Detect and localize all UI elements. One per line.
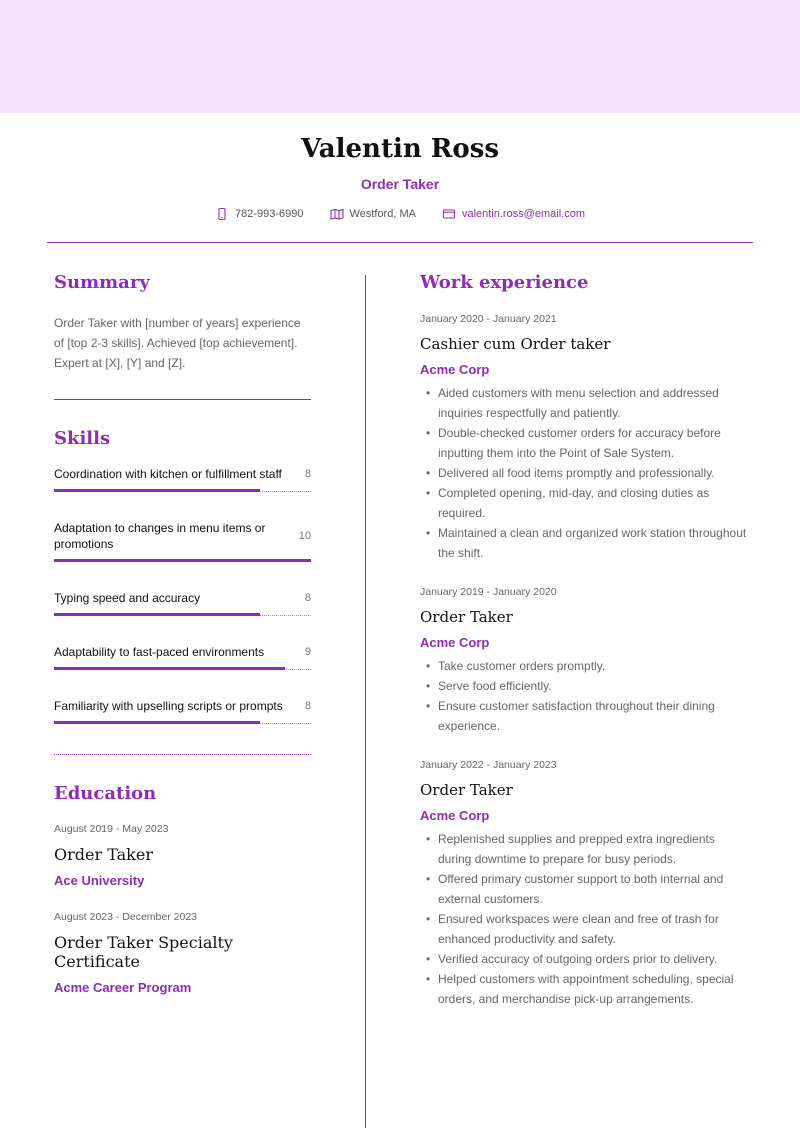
- location-text: Westford, MA: [349, 208, 416, 220]
- candidate-title: Order Taker: [360, 176, 440, 192]
- email-link[interactable]: valentin.ross@email.com: [461, 208, 585, 220]
- skill-level: 8: [304, 700, 311, 712]
- job-bullets: [420, 656, 750, 736]
- job-bullet: • Ensured workspaces were clean and free of trash for enhanced productivity and safety.: [420, 909, 750, 949]
- job-dates: January 2020 - January 2021: [420, 313, 557, 325]
- skill-level: 9: [304, 646, 311, 658]
- contact-bar: [0, 207, 800, 221]
- skill-bar-fill: [54, 613, 260, 616]
- skill-name: Typing speed and accuracy: [54, 591, 201, 605]
- job-role: Order Taker: [420, 608, 513, 626]
- job-bullet: • Delivered all food items promptly and professionally.: [420, 463, 750, 483]
- job-bullet: • Verified accuracy of outgoing orders prior to delivery.: [420, 949, 750, 969]
- job-company: Acme Corp: [420, 635, 490, 650]
- summary-heading: Summary: [54, 272, 150, 293]
- job-item: [420, 313, 750, 563]
- skill-item: [54, 698, 311, 724]
- contact-location: [330, 207, 416, 221]
- job-bullet: • Replenished supplies and prepped extra ingredients during downtime to prepare for busy periods.: [420, 829, 750, 869]
- skill-bar: [54, 613, 311, 616]
- skills-heading: Skills: [54, 428, 111, 449]
- skill-bar-fill: [54, 489, 260, 492]
- job-bullet: • Completed opening, mid-day, and closing duties as required.: [420, 483, 750, 523]
- skill-item: [54, 590, 311, 616]
- header-divider: [47, 242, 753, 243]
- phone-text: 782-993-6990: [235, 208, 304, 220]
- skill-name: Adaptation to changes in menu items or promotions: [54, 521, 266, 551]
- job-dates: January 2022 - January 2023: [420, 759, 557, 771]
- education-dates: August 2023 - December 2023: [54, 911, 198, 923]
- skill-level: 10: [298, 530, 311, 542]
- education-school: Ace University: [54, 873, 145, 888]
- summary-divider: [54, 399, 311, 400]
- left-column: [54, 272, 311, 995]
- right-column: [420, 272, 750, 1009]
- job-role: Order Taker: [420, 781, 513, 799]
- education-degree: Order Taker Specialty Certificate: [54, 933, 233, 971]
- skill-item: [54, 644, 311, 670]
- job-bullet: • Double-checked customer orders for accuracy before inputting them into the Point of Sale System.: [420, 423, 750, 463]
- education-degree: Order Taker: [54, 845, 153, 864]
- education-dates: August 2019 - May 2023: [54, 823, 169, 835]
- job-company: Acme Corp: [420, 362, 490, 377]
- job-bullet: • Maintained a clean and organized work station throughout the shift.: [420, 523, 750, 563]
- skill-item: [54, 520, 311, 562]
- education-school: Acme Career Program: [54, 980, 192, 995]
- job-bullet: • Helped customers with appointment scheduling, special orders, and merchandise pick-up arrangements.: [420, 969, 750, 1009]
- skill-level: 8: [304, 592, 311, 604]
- location-icon: [330, 207, 344, 221]
- job-role: Cashier cum Order taker: [420, 335, 611, 353]
- skills-divider: [54, 754, 311, 755]
- skill-item: [54, 466, 311, 492]
- phone-icon: [215, 207, 229, 221]
- education-section: [54, 783, 311, 995]
- job-bullets: [420, 383, 750, 563]
- education-item: [54, 911, 311, 995]
- skill-bar-fill: [54, 559, 311, 562]
- education-item: [54, 823, 311, 888]
- contact-email[interactable]: [442, 207, 585, 221]
- header-banner: [0, 0, 800, 113]
- skill-bar: [54, 721, 311, 724]
- candidate-name: Valentin Ross: [300, 134, 500, 164]
- job-item: [420, 759, 750, 1009]
- job-bullets: [420, 829, 750, 1009]
- job-bullet: • Serve food efficiently.: [420, 676, 750, 696]
- education-heading: Education: [54, 783, 157, 804]
- summary-text: Order Taker with [number of years] experience of [top 2-3 skills]. Achieved [top achievement]. Expert at [X], [Y] and [Z].: [54, 316, 301, 370]
- job-bullet: • Offered primary customer support to both internal and external customers.: [420, 869, 750, 909]
- column-divider: [365, 275, 366, 1128]
- skill-bar-fill: [54, 721, 260, 724]
- job-bullet: • Take customer orders promptly.: [420, 656, 750, 676]
- summary-section: [54, 272, 311, 373]
- job-dates: January 2019 - January 2020: [420, 586, 557, 598]
- skill-level: 8: [304, 468, 311, 480]
- skills-section: [54, 428, 311, 724]
- job-item: [420, 586, 750, 736]
- email-icon: [442, 207, 456, 221]
- skill-bar: [54, 489, 311, 492]
- job-bullet: • Ensure customer satisfaction throughout their dining experience.: [420, 696, 750, 736]
- skill-bar: [54, 667, 311, 670]
- skill-bar: [54, 559, 311, 562]
- skill-bar-fill: [54, 667, 285, 670]
- job-company: Acme Corp: [420, 808, 490, 823]
- skill-name: Coordination with kitchen or fulfillment staff: [54, 467, 282, 481]
- contact-phone: [215, 207, 304, 221]
- work-heading: Work experience: [420, 272, 589, 293]
- job-bullet: • Aided customers with menu selection and addressed inquiries respectfully and patiently.: [420, 383, 750, 423]
- skill-name: Adaptability to fast-paced environments: [54, 645, 265, 659]
- skill-name: Familiarity with upselling scripts or prompts: [54, 699, 283, 713]
